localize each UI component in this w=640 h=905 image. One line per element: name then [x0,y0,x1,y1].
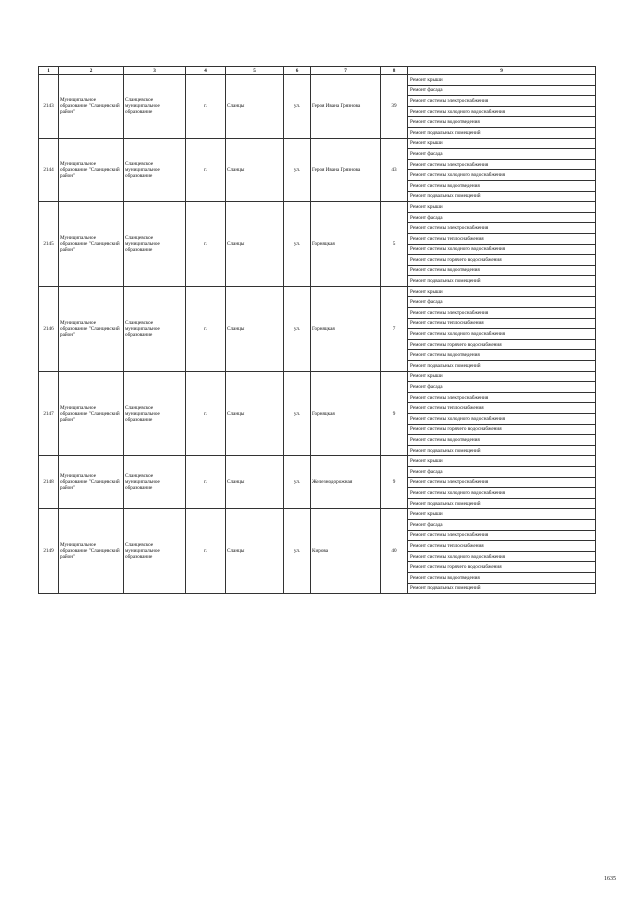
place-type-cell: г. [186,202,226,287]
settlement-cell: Сланцевское муниципальное образование [124,509,186,594]
repair-work-cell: Ремонт крыши [408,509,596,520]
place-type-cell: г. [186,509,226,594]
repair-work-cell: Ремонт системы теплоснабжения [408,233,596,244]
municipality-cell: Муниципальное образование "Сланцевский район" [59,286,124,371]
repair-work-cell: Ремонт системы теплоснабжения [408,541,596,552]
column-header: 5 [226,67,284,75]
repair-work-cell: Ремонт системы электроснабжения [408,223,596,234]
house-number-cell: 5 [381,202,408,287]
street-cell: Кирова [311,509,381,594]
city-cell: Сланцы [226,75,284,139]
house-number-cell: 9 [381,456,408,509]
column-header: 4 [186,67,226,75]
repair-work-cell: Ремонт системы холодного водоснабжения [408,551,596,562]
column-header: 6 [284,67,311,75]
repair-work-cell: Ремонт подвальных помещений [408,361,596,372]
column-header: 8 [381,67,408,75]
column-header: 9 [408,67,596,75]
repair-work-cell: Ремонт фасада [408,466,596,477]
street-cell: Железнодорожная [311,456,381,509]
repair-work-cell: Ремонт системы водоотведения [408,265,596,276]
street-type-cell: ул. [284,138,311,202]
row-number: 2147 [39,371,59,456]
street-cell: Героя Ивана Грязнова [311,75,381,139]
settlement-cell: Сланцевское муниципальное образование [124,75,186,139]
row-number: 2148 [39,456,59,509]
city-cell: Сланцы [226,371,284,456]
repair-work-cell: Ремонт системы водоотведения [408,572,596,583]
repair-work-cell: Ремонт системы холодного водоснабжения [408,244,596,255]
place-type-cell: г. [186,75,226,139]
header-row [39,67,596,75]
repair-work-cell: Ремонт системы холодного водоснабжения [408,488,596,499]
repair-work-cell: Ремонт крыши [408,371,596,382]
municipality-cell: Муниципальное образование "Сланцевский район" [59,509,124,594]
column-header: 7 [311,67,381,75]
repair-work-cell: Ремонт системы водоотведения [408,180,596,191]
city-cell: Сланцы [226,456,284,509]
city-cell: Сланцы [226,286,284,371]
city-cell: Сланцы [226,138,284,202]
municipality-cell: Муниципальное образование "Сланцевский район" [59,75,124,139]
street-type-cell: ул. [284,371,311,456]
page-number: 1635 [604,876,616,882]
municipality-cell: Муниципальное образование "Сланцевский район" [59,138,124,202]
repair-work-cell: Ремонт системы горячего водоснабжения [408,255,596,266]
repair-work-cell: Ремонт подвальных помещений [408,127,596,138]
settlement-cell: Сланцевское муниципальное образование [124,138,186,202]
street-cell: Горняцкая [311,286,381,371]
column-header: 2 [59,67,124,75]
table-row [39,509,596,520]
column-header: 3 [124,67,186,75]
table-row [39,286,596,297]
repair-work-cell: Ремонт крыши [408,202,596,213]
settlement-cell: Сланцевское муниципальное образование [124,286,186,371]
city-cell: Сланцы [226,509,284,594]
repair-work-cell: Ремонт системы горячего водоснабжения [408,562,596,573]
repair-work-cell: Ремонт системы холодного водоснабжения [408,329,596,340]
settlement-cell: Сланцевское муниципальное образование [124,202,186,287]
row-number: 2149 [39,509,59,594]
table-body [39,75,596,594]
repair-work-cell: Ремонт подвальных помещений [408,191,596,202]
repair-work-cell: Ремонт системы холодного водоснабжения [408,414,596,425]
row-number: 2146 [39,286,59,371]
repair-work-cell: Ремонт фасада [408,212,596,223]
repair-work-cell: Ремонт подвальных помещений [408,276,596,287]
street-cell: Горняцкая [311,371,381,456]
repair-work-cell: Ремонт системы водоотведения [408,435,596,446]
place-type-cell: г. [186,138,226,202]
repair-work-cell: Ремонт системы электроснабжения [408,96,596,107]
place-type-cell: г. [186,286,226,371]
repair-work-cell: Ремонт системы электроснабжения [408,477,596,488]
street-type-cell: ул. [284,286,311,371]
street-type-cell: ул. [284,75,311,139]
settlement-cell: Сланцевское муниципальное образование [124,371,186,456]
municipality-cell: Муниципальное образование "Сланцевский район" [59,456,124,509]
house-number-cell: 39 [381,75,408,139]
repair-work-cell: Ремонт системы электроснабжения [408,392,596,403]
repair-work-cell: Ремонт крыши [408,138,596,149]
repair-work-cell: Ремонт фасада [408,85,596,96]
repair-work-cell: Ремонт крыши [408,456,596,467]
repair-work-cell: Ремонт системы холодного водоснабжения [408,170,596,181]
table-row [39,371,596,382]
table-row [39,202,596,213]
repair-work-cell: Ремонт системы горячего водоснабжения [408,339,596,350]
house-number-cell: 43 [381,138,408,202]
repair-work-cell: Ремонт фасада [408,149,596,160]
place-type-cell: г. [186,456,226,509]
repair-work-cell: Ремонт фасада [408,297,596,308]
street-cell: Героя Ивана Грязнова [311,138,381,202]
table-row [39,75,596,86]
repair-work-cell: Ремонт системы теплоснабжения [408,403,596,414]
repair-work-cell: Ремонт системы электроснабжения [408,530,596,541]
repair-work-cell: Ремонт системы теплоснабжения [408,318,596,329]
municipality-cell: Муниципальное образование "Сланцевский район" [59,371,124,456]
place-type-cell: г. [186,371,226,456]
table-header [39,67,596,75]
settlement-cell: Сланцевское муниципальное образование [124,456,186,509]
table-row [39,456,596,467]
repair-work-cell: Ремонт системы водоотведения [408,117,596,128]
column-header: 1 [39,67,59,75]
street-type-cell: ул. [284,202,311,287]
house-number-cell: 40 [381,509,408,594]
row-number: 2143 [39,75,59,139]
repair-work-cell: Ремонт подвальных помещений [408,583,596,594]
street-type-cell: ул. [284,509,311,594]
house-number-cell: 9 [381,371,408,456]
repair-work-cell: Ремонт подвальных помещений [408,445,596,456]
row-number: 2144 [39,138,59,202]
street-type-cell: ул. [284,456,311,509]
repair-work-cell: Ремонт системы водоотведения [408,350,596,361]
repair-work-cell: Ремонт системы горячего водоснабжения [408,424,596,435]
row-number: 2145 [39,202,59,287]
table-row [39,138,596,149]
repair-work-cell: Ремонт крыши [408,75,596,86]
repair-work-cell: Ремонт фасада [408,382,596,393]
repair-work-cell: Ремонт системы холодного водоснабжения [408,106,596,117]
repair-work-cell: Ремонт системы электроснабжения [408,159,596,170]
repair-work-cell: Ремонт подвальных помещений [408,498,596,509]
municipality-cell: Муниципальное образование "Сланцевский район" [59,202,124,287]
repair-work-cell: Ремонт крыши [408,286,596,297]
repair-work-cell: Ремонт фасада [408,519,596,530]
document-table-container [38,66,595,594]
repair-work-cell: Ремонт системы электроснабжения [408,308,596,319]
city-cell: Сланцы [226,202,284,287]
repair-program-table [38,66,596,594]
street-cell: Горняцкая [311,202,381,287]
house-number-cell: 7 [381,286,408,371]
